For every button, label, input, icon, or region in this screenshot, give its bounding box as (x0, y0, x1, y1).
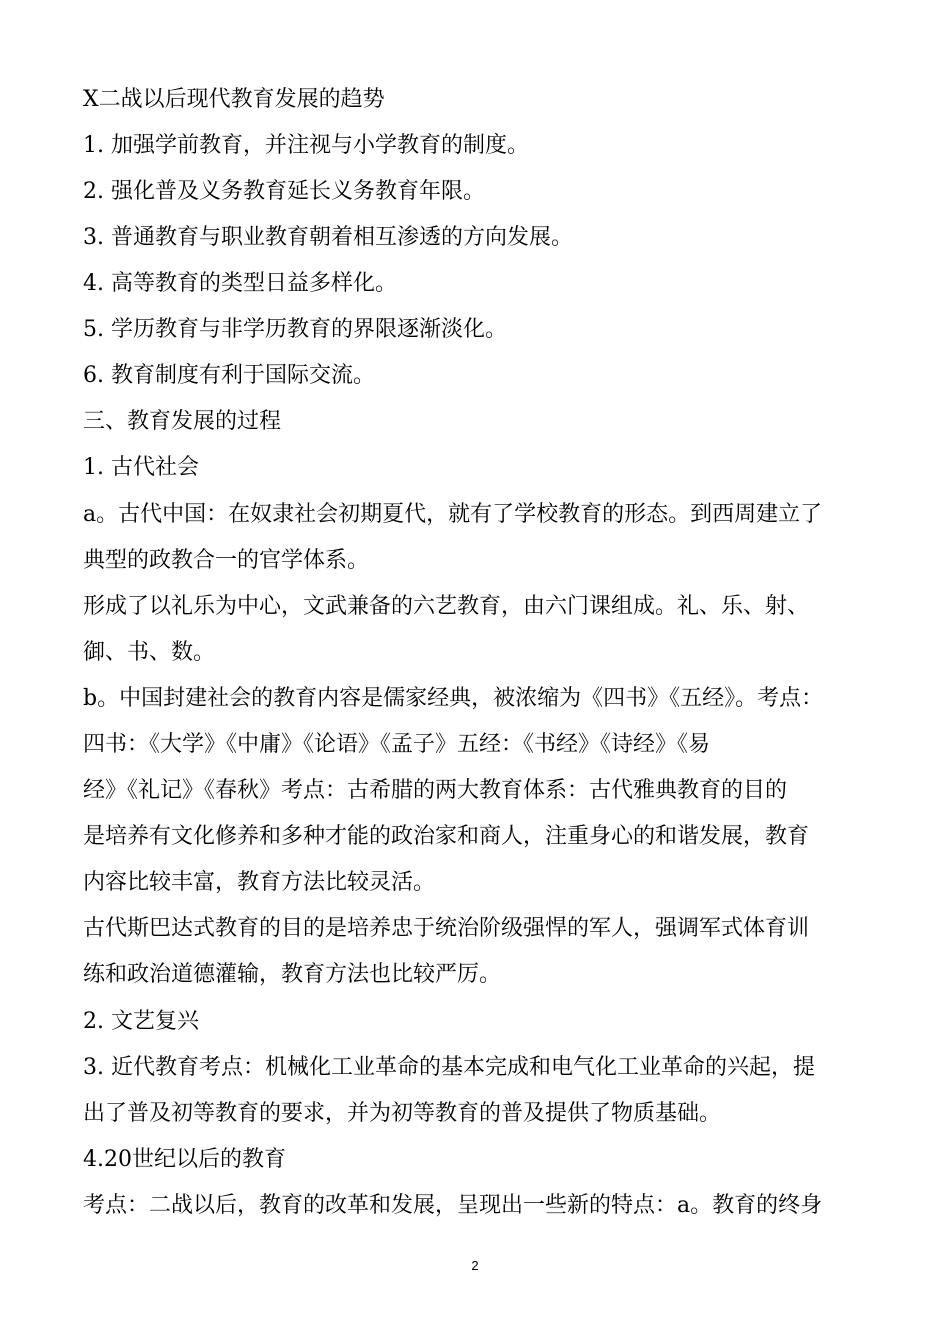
subheading-ancient-society: 1. 古代社会 (83, 455, 199, 480)
trend-item-6: 6. 教育制度有利于国际交流。 (83, 363, 375, 388)
subheading-20th-century: 4.20世纪以后的教育 (83, 1147, 286, 1172)
text-line: 练和政治道德灌输，教育方法也比较严厉。 (83, 962, 502, 987)
text-line: 四书：《大学》《中庸》《论语》《孟子》五经：《书经》《诗经》《易 (83, 732, 711, 757)
text-line: 是培养有文化修养和多种才能的政治家和商人，注重身心的和谐发展，教育 (83, 824, 810, 849)
subheading-renaissance: 2. 文艺复兴 (83, 1009, 199, 1034)
text-line: 经》《礼记》《春秋》考点：古希腊的两大教育体系：古代雅典教育的目的 (83, 778, 788, 803)
section-heading-3: 三、教育发展的过程 (83, 409, 282, 434)
text-line: 出了普及初等教育的要求，并为初等教育的普及提供了物质基础。 (83, 1101, 722, 1126)
text-line: 古代斯巴达式教育的目的是培养忠于统治阶级强悍的军人，强调军式体育训 (83, 916, 810, 941)
text-line: 考点：二战以后，教育的改革和发展，呈现出一些新的特点：a。教育的终身 (83, 1193, 823, 1218)
trend-item-3: 3. 普通教育与职业教育朝着相互渗透的方向发展。 (83, 225, 573, 250)
trend-item-1: 1. 加强学前教育，并注视与小学教育的制度。 (83, 133, 529, 158)
text-line: a。古代中国：在奴隶社会初期夏代，就有了学校教育的形态。到西周建立了 (83, 502, 823, 527)
text-line: 形成了以礼乐为中心，文武兼备的六艺教育，由六门课组成。礼、乐、射、 (83, 594, 810, 619)
text-line: 3. 近代教育考点：机械化工业革命的基本完成和电气化工业革命的兴起，提 (83, 1055, 815, 1080)
trend-item-4: 4. 高等教育的类型日益多样化。 (83, 271, 397, 296)
text-line: b。中国封建社会的教育内容是儒家经典，被浓缩为《四书》《五经》。考点： (83, 686, 824, 711)
heading-postwar-trends: X二战以后现代教育发展的趋势 (83, 87, 385, 112)
trend-item-2: 2. 强化普及义务教育延长义务教育年限。 (83, 179, 485, 204)
text-line: 御、书、数。 (83, 640, 216, 665)
page-number: 2 (471, 1258, 479, 1273)
text-line: 典型的政教合一的官学体系。 (83, 548, 370, 573)
trend-item-5: 5. 学历教育与非学历教育的界限逐渐淡化。 (83, 317, 507, 342)
text-line: 内容比较丰富，教育方法比较灵活。 (83, 870, 436, 895)
